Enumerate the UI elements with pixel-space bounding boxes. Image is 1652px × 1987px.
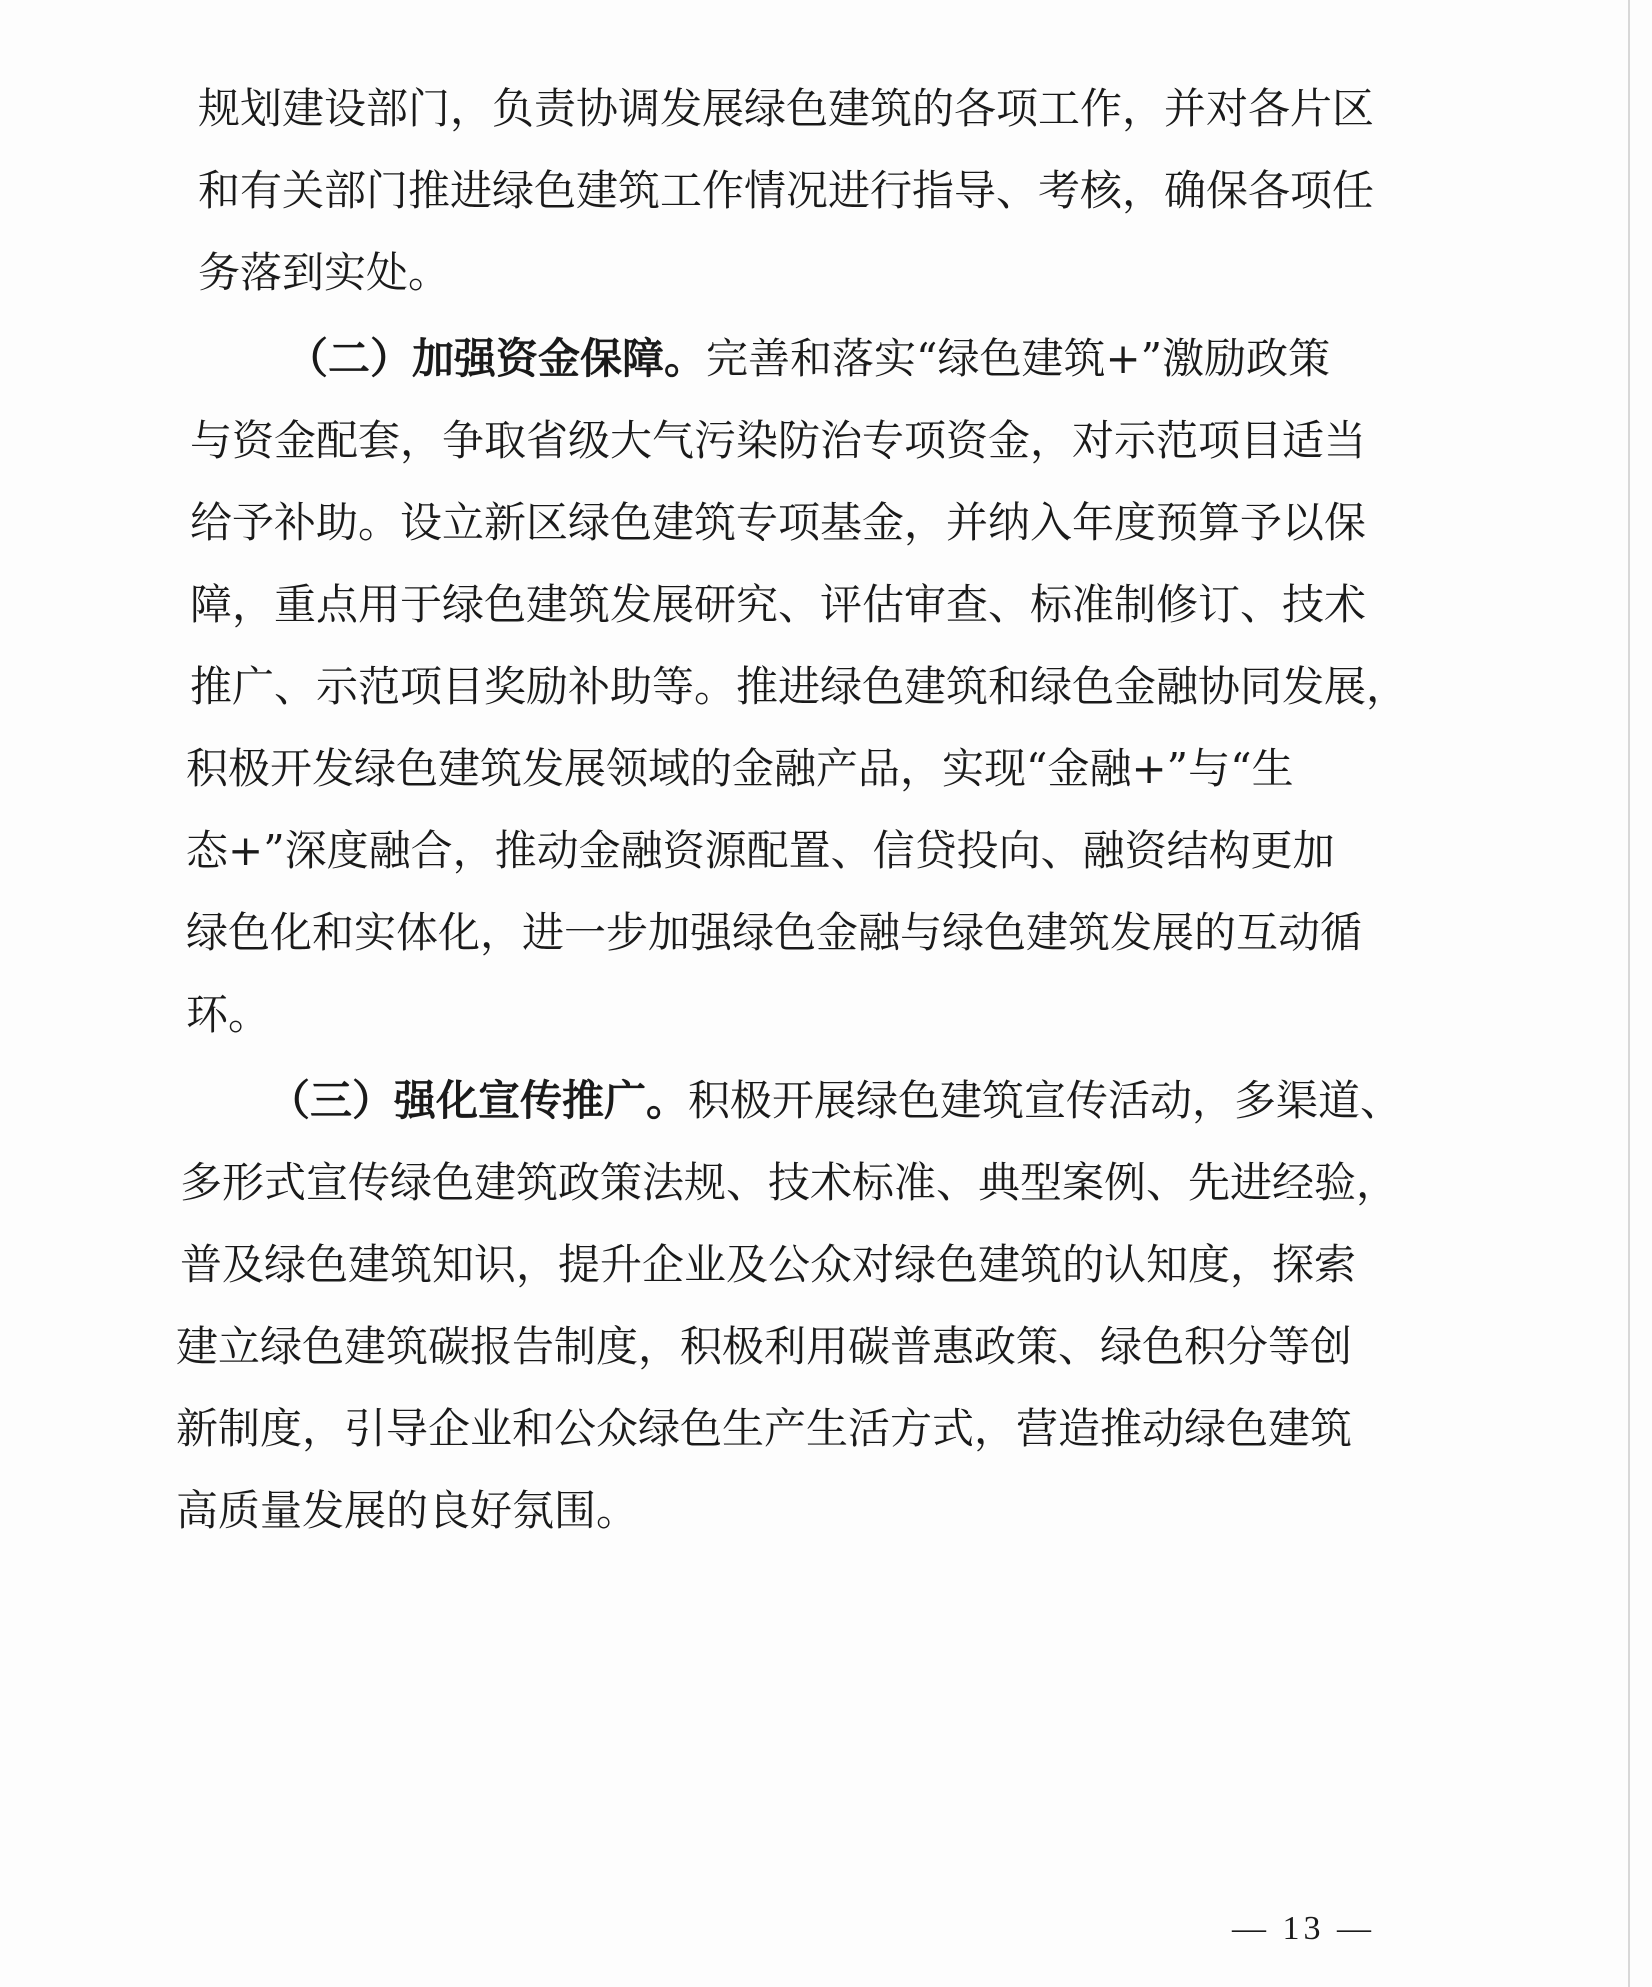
body-text-line: 多形式宣传绿色建筑政策法规、技术标准、典型案例、先进经验， bbox=[180, 1158, 1399, 1207]
body-text-line: 和有关部门推进绿色建筑工作情况进行指导、考核，确保各项任 bbox=[198, 166, 1375, 215]
body-text-line: 绿色化和实体化，进一步加强绿色金融与绿色建筑发展的互动循 bbox=[186, 908, 1363, 957]
paragraph-2-first-line bbox=[286, 334, 1331, 383]
body-text: 积极开展绿色建筑宣传活动，多渠道、 bbox=[688, 1076, 1403, 1125]
section-heading-3: （三）强化宣传推广。 bbox=[268, 1076, 689, 1125]
body-text-line: 建立绿色建筑碳报告制度，积极利用碳普惠政策、绿色积分等创 bbox=[176, 1322, 1353, 1371]
scan-edge-line bbox=[1628, 0, 1630, 1987]
body-text-line: 务落到实处。 bbox=[198, 248, 451, 297]
body-text-line: 高质量发展的良好氛围。 bbox=[176, 1486, 639, 1535]
body-text: 完善和落实“绿色建筑+”激励政策 bbox=[706, 334, 1331, 383]
body-text-line: 规划建设部门，负责协调发展绿色建筑的各项工作，并对各片区 bbox=[198, 84, 1375, 133]
body-text-line: 普及绿色建筑知识，提升企业及公众对绿色建筑的认知度，探索 bbox=[180, 1240, 1357, 1289]
page-number: — 13 — bbox=[1232, 1910, 1375, 1947]
body-text-line: 积极开发绿色建筑发展领域的金融产品，实现“金融+”与“生 bbox=[186, 744, 1294, 793]
paragraph-3-first-line bbox=[268, 1076, 1403, 1125]
body-text-line: 给予补助。设立新区绿色建筑专项基金，并纳入年度预算予以保 bbox=[190, 498, 1367, 547]
body-text-line: 态+”深度融合，推动金融资源配置、信贷投向、融资结构更加 bbox=[186, 826, 1335, 875]
body-text-line: 障，重点用于绿色建筑发展研究、评估审查、标准制修订、技术 bbox=[190, 580, 1367, 629]
body-text-line: 与资金配套，争取省级大气污染防治专项资金，对示范项目适当 bbox=[190, 416, 1367, 465]
body-text-line: 新制度，引导企业和公众绿色生产生活方式，营造推动绿色建筑 bbox=[176, 1404, 1353, 1453]
body-text-line: 推广、示范项目奖励补助等。推进绿色建筑和绿色金融协同发展， bbox=[190, 662, 1409, 711]
section-heading-2: （二）加强资金保障。 bbox=[286, 334, 707, 383]
body-text-line: 环。 bbox=[186, 990, 271, 1039]
